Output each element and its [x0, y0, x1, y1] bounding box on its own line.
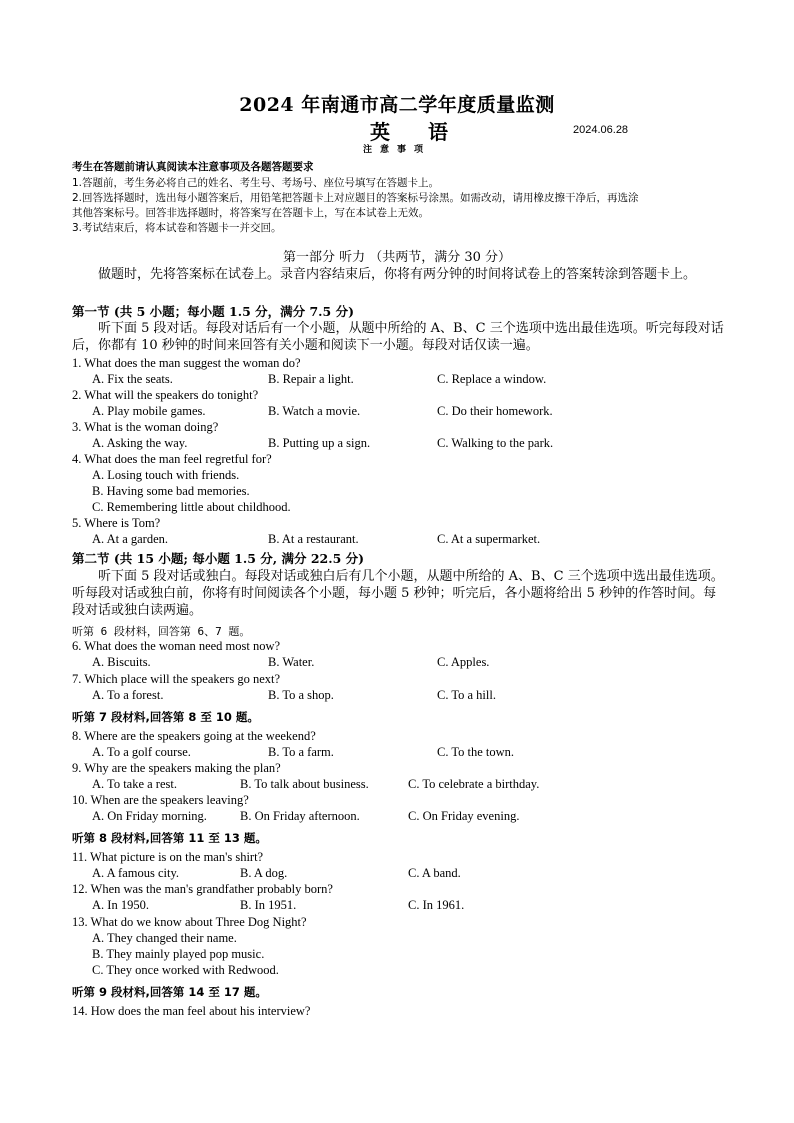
q6-option-b: B. Water.	[268, 655, 315, 669]
instruction-3: 3.考试结束后，将本试卷和答题卡一并交回。	[72, 222, 282, 234]
q9-option-c: C. To celebrate a birthday.	[408, 777, 540, 791]
section2-title: 第二节 (共 15 小题; 每小题 1.5 分, 满分 22.5 分)	[72, 551, 365, 566]
q1-option-a: A. Fix the seats.	[92, 372, 173, 386]
instruction-1: 1.答题前，考生务必将自己的姓名、考生号、考场号、座位号填写在答题卡上。	[72, 177, 440, 189]
q5-option-b: B. At a restaurant.	[268, 532, 359, 546]
instruction-2a: 2.回答选择题时，选出每小题答案后，用铅笔把答题卡上对应题目的答案标号涂黑。如需改动，请用橡皮擦干净后，再选涂	[72, 192, 639, 204]
q13-option-c: C. They once worked with Redwood.	[92, 963, 279, 977]
question-6: 6. What does the woman need most now?	[72, 639, 281, 653]
question-2: 2. What will the speakers do tonight?	[72, 388, 259, 402]
q11-option-b: B. A dog.	[240, 866, 288, 880]
material-8-heading: 听第 8 段材料,回答第 11 至 13 题。	[72, 831, 267, 845]
q3-option-b: B. Putting up a sign.	[268, 436, 371, 450]
q12-option-b: B. In 1951.	[240, 898, 297, 912]
q4-option-b: B. Having some bad memories.	[92, 484, 250, 498]
question-5: 5. Where is Tom?	[72, 516, 161, 530]
q9-option-a: A. To take a rest.	[92, 777, 177, 791]
q5-option-a: A. At a garden.	[92, 532, 169, 546]
q12-option-c: C. In 1961.	[408, 898, 465, 912]
q12-option-a: A. In 1950.	[92, 898, 149, 912]
subject-title: 英语	[370, 120, 486, 144]
question-4: 4. What does the man feel regretful for?	[72, 452, 272, 466]
q13-option-a: A. They changed their name.	[92, 931, 237, 945]
material-6-heading: 听第 6 段材料，回答第 6、7 题。	[72, 625, 251, 638]
q8-option-a: A. To a golf course.	[92, 745, 191, 759]
q11-option-a: A. A famous city.	[92, 866, 180, 880]
part1-intro: 做题时，先将答案标在试卷上。录音内容结束后，你将有两分钟的时间将试卷上的答案转涂到答题卡上。	[98, 267, 697, 282]
material-7-heading: 听第 7 段材料,回答第 8 至 10 题。	[72, 710, 259, 724]
q8-option-b: B. To a farm.	[268, 745, 334, 759]
material-9-heading: 听第 9 段材料,回答第 14 至 17 题。	[72, 985, 267, 999]
q13-option-b: B. They mainly played pop music.	[92, 947, 265, 961]
instruction-2b: 其他答案标号。回答非选择题时，将答案写在答题卡上，写在本试卷上无效。	[72, 207, 429, 219]
q4-option-c: C. Remembering little about childhood.	[92, 500, 291, 514]
q2-option-c: C. Do their homework.	[437, 404, 553, 418]
q10-option-a: A. On Friday morning.	[92, 809, 207, 823]
question-10: 10. When are the speakers leaving?	[72, 793, 249, 807]
q1-option-b: B. Repair a light.	[268, 372, 354, 386]
q1-option-c: C. Replace a window.	[437, 372, 547, 386]
q7-option-a: A. To a forest.	[92, 688, 164, 702]
q4-option-a: A. Losing touch with friends.	[92, 468, 240, 482]
question-14: 14. How does the man feel about his interview?	[72, 1004, 311, 1018]
q2-option-a: A. Play mobile games.	[92, 404, 206, 418]
section2-intro: 听下面 5 段对话或独白。每段对话或独白后有几个小题，从题中所给的 A、B、C 三个选项中选出最佳选项。听每段对话或独白前，你将有时间阅读各个小题，每小题 5 秒钟；听完后，各小题将给出 5 秒钟的作答时间。每段对话或独白读两遍。	[72, 569, 724, 618]
q3-option-a: A. Asking the way.	[92, 436, 188, 450]
q9-option-b: B. To talk about business.	[240, 777, 369, 791]
question-1: 1. What does the man suggest the woman do?	[72, 356, 301, 370]
question-13: 13. What do we know about Three Dog Night?	[72, 915, 307, 929]
question-8: 8. Where are the speakers going at the weekend?	[72, 729, 316, 743]
notice-heading: 注意事项	[362, 145, 431, 155]
q6-option-c: C. Apples.	[437, 655, 490, 669]
question-12: 12. When was the man's grandfather probably born?	[72, 882, 333, 896]
question-9: 9. Why are the speakers making the plan?	[72, 761, 281, 775]
q7-option-b: B. To a shop.	[268, 688, 334, 702]
q7-option-c: C. To a hill.	[437, 688, 496, 702]
part1-title: 第一部分 听力 （共两节，满分 30 分）	[282, 250, 512, 265]
question-3: 3. What is the woman doing?	[72, 420, 219, 434]
question-11: 11. What picture is on the man's shirt?	[72, 850, 264, 864]
q10-option-c: C. On Friday evening.	[408, 809, 520, 823]
q6-option-a: A. Biscuits.	[92, 655, 151, 669]
exam-date: 2024.06.28	[573, 124, 629, 136]
exam-title: 2024 年南通市高二学年度质量监测	[239, 94, 555, 116]
q11-option-c: C. A band.	[408, 866, 461, 880]
q10-option-b: B. On Friday afternoon.	[240, 809, 360, 823]
instructions-lead: 考生在答题前请认真阅读本注意事项及各题答题要求	[72, 161, 314, 173]
q3-option-c: C. Walking to the park.	[437, 436, 554, 450]
question-7: 7. Which place will the speakers go next?	[72, 672, 281, 686]
q2-option-b: B. Watch a movie.	[268, 404, 361, 418]
section1-intro: 听下面 5 段对话。每段对话后有一个小题，从题中所给的 A、B、C 三个选项中选出最佳选项。听完每段对话后，你都有 10 秒钟的时间来回答有关小题和阅读下一小题。每段对话仅读一遍。	[72, 321, 724, 353]
section1-title: 第一节 (共 5 小题；每小题 1.5 分，满分 7.5 分)	[72, 304, 354, 319]
q8-option-c: C. To the town.	[437, 745, 515, 759]
q5-option-c: C. At a supermarket.	[437, 532, 541, 546]
